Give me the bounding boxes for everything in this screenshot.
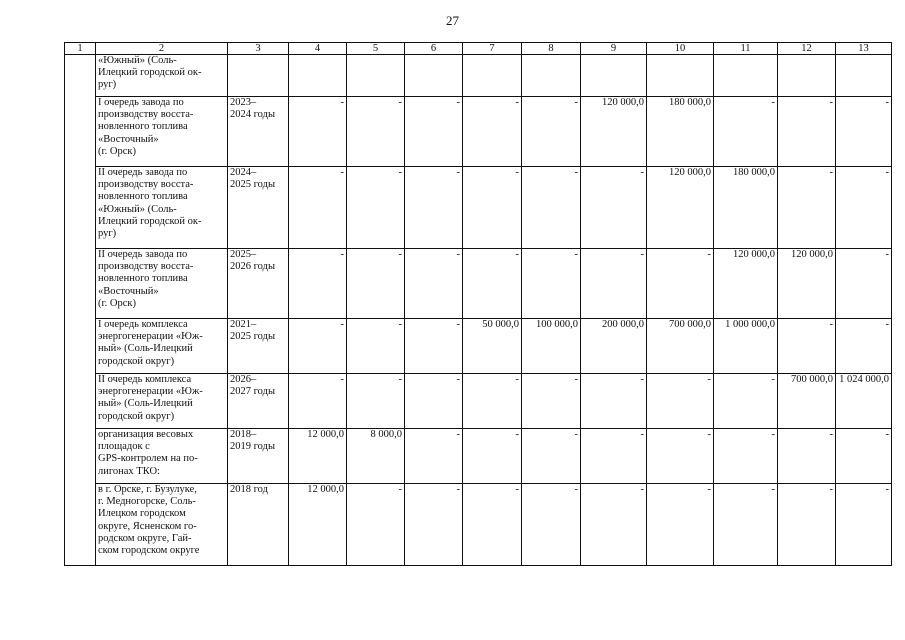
column-header: 2 (96, 43, 228, 55)
column-header: 6 (405, 43, 463, 55)
value-cell: - (714, 374, 778, 429)
table-row (65, 374, 892, 429)
period-cell (228, 249, 289, 319)
description-line: новленного топлива (98, 191, 188, 203)
description-line: «Южный» (Соль- (98, 55, 177, 66)
value-cell: - (647, 374, 714, 429)
description-line: «Восточный» (98, 285, 159, 297)
description-line: производству восста- (98, 261, 194, 273)
value-cell: 180 000,0 (647, 97, 714, 167)
period-line: 2024 годы (230, 109, 276, 121)
description-line: I очередь комплекса (98, 319, 188, 330)
value-cell: - (714, 97, 778, 167)
value-cell (778, 55, 836, 97)
column-header: 1 (65, 43, 96, 55)
description-line: энергогенерации «Юж- (98, 331, 203, 343)
description-line: лигонах ТКО: (98, 465, 160, 477)
period-line: 2027 годы (230, 386, 276, 398)
column-header: 9 (581, 43, 647, 55)
description-line: II очередь завода по (98, 167, 188, 178)
table-row (65, 484, 892, 566)
period-line: 2026– (230, 374, 257, 385)
value-cell: - (405, 249, 463, 319)
value-cell (714, 55, 778, 97)
value-cell: - (836, 484, 892, 566)
period-cell (228, 319, 289, 374)
description-line: новленного топлива (98, 121, 188, 133)
value-cell: - (836, 167, 892, 249)
value-cell: - (347, 374, 405, 429)
description-line: энергогенерации «Юж- (98, 386, 203, 398)
description-line: I очередь завода по (98, 97, 184, 108)
data-table (64, 42, 892, 566)
value-cell: - (347, 97, 405, 167)
period-line: 2018 год (230, 484, 268, 495)
period-line: 2025 годы (230, 179, 276, 191)
period-cell (228, 374, 289, 429)
value-cell: - (463, 97, 522, 167)
value-cell: 700 000,0 (647, 319, 714, 374)
value-cell: - (836, 319, 892, 374)
table-row (65, 97, 892, 167)
table-row (65, 55, 892, 97)
description-cell (96, 429, 228, 484)
value-cell: - (522, 374, 581, 429)
description-line: Илецкий городской ок- (98, 67, 202, 79)
header-row (65, 43, 892, 55)
description-line: II очередь комплекса (98, 374, 192, 385)
description-cell (96, 319, 228, 374)
value-cell: - (836, 249, 892, 319)
description-cell (96, 374, 228, 429)
value-cell: - (581, 167, 647, 249)
value-cell: 120 000,0 (581, 97, 647, 167)
column-header: 11 (714, 43, 778, 55)
value-cell: - (836, 97, 892, 167)
description-cell (96, 55, 228, 97)
value-cell: - (347, 319, 405, 374)
value-cell: - (581, 249, 647, 319)
description-cell (96, 484, 228, 566)
value-cell: - (647, 429, 714, 484)
description-cell (96, 249, 228, 319)
description-cell (96, 167, 228, 249)
value-cell: 700 000,0 (778, 374, 836, 429)
value-cell: - (522, 167, 581, 249)
value-cell: - (289, 167, 347, 249)
table-row (65, 249, 892, 319)
description-line: ный» (Соль-Илецкий (98, 343, 193, 355)
value-cell: - (714, 484, 778, 566)
description-line: руг) (98, 228, 117, 240)
period-line: 2025 годы (230, 331, 276, 343)
value-cell: 50 000,0 (463, 319, 522, 374)
value-cell: - (581, 374, 647, 429)
period-cell (228, 484, 289, 566)
value-cell: - (405, 374, 463, 429)
value-cell: - (836, 429, 892, 484)
description-line: (г. Орск) (98, 297, 136, 309)
value-cell: - (581, 429, 647, 484)
value-cell: - (289, 319, 347, 374)
value-cell: 12 000,0 (289, 484, 347, 566)
value-cell: - (405, 167, 463, 249)
description-line: в г. Орске, г. Бузулуке, (98, 484, 197, 495)
column-header: 4 (289, 43, 347, 55)
period-line: 2024– (230, 167, 257, 178)
period-line: 2026 годы (230, 261, 276, 273)
value-cell (647, 55, 714, 97)
period-line: 2019 годы (230, 441, 276, 453)
description-line: городской округ) (98, 355, 175, 367)
value-cell: - (463, 429, 522, 484)
value-cell: - (347, 167, 405, 249)
value-cell: - (405, 97, 463, 167)
description-line: округе, Ясненском го- (98, 520, 197, 532)
table-row (65, 429, 892, 484)
value-cell: - (347, 249, 405, 319)
value-cell: - (463, 484, 522, 566)
value-cell: - (522, 429, 581, 484)
value-cell: 12 000,0 (289, 429, 347, 484)
description-line: «Южный» (Соль- (98, 203, 177, 215)
period-cell (228, 167, 289, 249)
value-cell: 200 000,0 (581, 319, 647, 374)
period-line: 2023– (230, 97, 257, 108)
description-line: GPS-контролем на по- (98, 453, 198, 465)
value-cell (581, 55, 647, 97)
description-line: организация весовых (98, 429, 194, 440)
value-cell: - (778, 319, 836, 374)
value-cell: - (778, 97, 836, 167)
value-cell: - (463, 374, 522, 429)
period-line: 2025– (230, 249, 257, 260)
value-cell: 180 000,0 (714, 167, 778, 249)
value-cell: - (647, 249, 714, 319)
period-cell (228, 97, 289, 167)
period-cell (228, 55, 289, 97)
description-cell (96, 97, 228, 167)
value-cell: 8 000,0 (347, 429, 405, 484)
value-cell: 1 024 000,0 (836, 374, 892, 429)
column-header: 5 (347, 43, 405, 55)
column-header: 8 (522, 43, 581, 55)
value-cell (289, 55, 347, 97)
value-cell: - (778, 484, 836, 566)
period-line: 2018– (230, 429, 257, 440)
description-line: площадок с (98, 441, 150, 453)
value-cell: - (463, 167, 522, 249)
period-line: 2021– (230, 319, 257, 330)
description-line: производству восста- (98, 179, 194, 191)
description-line: родском округе, Гай- (98, 532, 192, 544)
description-line: II очередь завода по (98, 249, 188, 260)
value-cell: - (522, 97, 581, 167)
value-cell: 100 000,0 (522, 319, 581, 374)
value-cell (522, 55, 581, 97)
value-cell (463, 55, 522, 97)
value-cell (405, 55, 463, 97)
description-line: ском городском округе (98, 545, 200, 557)
description-line: г. Медногорске, Соль- (98, 496, 196, 508)
column-1-cell (65, 55, 96, 566)
value-cell: - (289, 249, 347, 319)
value-cell: - (778, 429, 836, 484)
table-row (65, 167, 892, 249)
description-line: руг) (98, 79, 117, 91)
description-line: (г. Орск) (98, 145, 136, 157)
description-line: ный» (Соль-Илецкий (98, 398, 193, 410)
period-cell (228, 429, 289, 484)
column-header: 3 (228, 43, 289, 55)
value-cell: - (347, 484, 405, 566)
column-header: 12 (778, 43, 836, 55)
column-header: 7 (463, 43, 522, 55)
value-cell: - (778, 167, 836, 249)
value-cell (836, 55, 892, 97)
description-line: Илецком городском (98, 508, 186, 520)
value-cell: - (289, 97, 347, 167)
page-number: 27 (446, 13, 459, 28)
value-cell: - (714, 429, 778, 484)
value-cell: 1 000 000,0 (714, 319, 778, 374)
value-cell: 120 000,0 (778, 249, 836, 319)
table-row (65, 319, 892, 374)
value-cell: - (405, 429, 463, 484)
description-line: производству восста- (98, 109, 194, 121)
description-line: «Восточный» (98, 133, 159, 145)
description-line: городской округ) (98, 410, 175, 422)
value-cell: - (463, 249, 522, 319)
value-cell (347, 55, 405, 97)
column-header: 10 (647, 43, 714, 55)
column-header: 13 (836, 43, 892, 55)
value-cell: - (405, 484, 463, 566)
value-cell: 120 000,0 (714, 249, 778, 319)
value-cell: - (647, 484, 714, 566)
value-cell: - (522, 484, 581, 566)
value-cell: 120 000,0 (647, 167, 714, 249)
value-cell: - (289, 374, 347, 429)
value-cell: - (405, 319, 463, 374)
description-line: Илецкий городской ок- (98, 215, 202, 227)
description-line: новленного топлива (98, 273, 188, 285)
value-cell: - (522, 249, 581, 319)
value-cell: - (581, 484, 647, 566)
